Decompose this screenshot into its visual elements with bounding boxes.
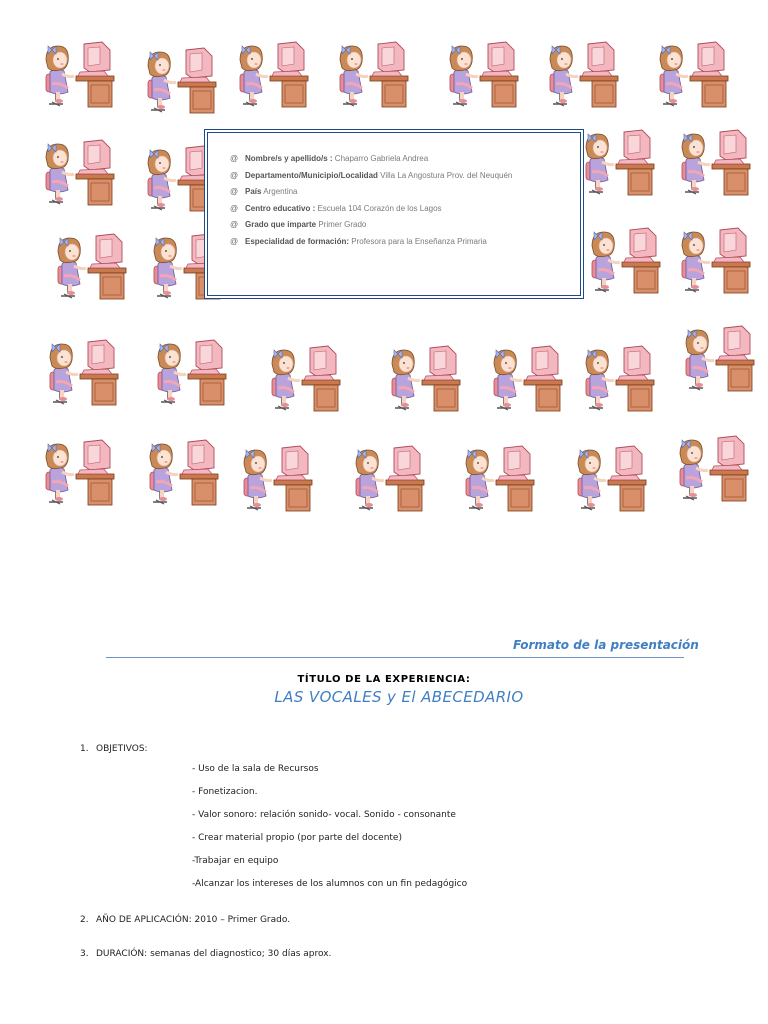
at-bullet-icon: @ — [230, 154, 239, 163]
divider — [106, 657, 684, 658]
clipart-girl-computer — [52, 232, 128, 302]
objective-item: - Uso de la sala de Recursos — [192, 764, 319, 774]
duration: 3. DURACIÓN: semanas del diagnostico; 30 días aprox. — [80, 949, 332, 959]
info-row-location: @ Departamento/Municipio/Localidad Villa La Angostura Prov. del Neuquén — [230, 168, 580, 185]
clipart-girl-computer — [580, 344, 656, 414]
author-info-box — [204, 129, 584, 299]
at-bullet-icon: @ — [230, 187, 239, 197]
objective-item: - Fonetizacion. — [192, 787, 258, 797]
at-bullet-icon: @ — [230, 203, 239, 213]
info-row-country: @ País Argentina — [230, 184, 580, 201]
clipart-girl-computer — [654, 40, 730, 110]
info-row-specialty: @ Especialidad de formación: Profesora para la Enseñanza Primaria — [230, 234, 580, 251]
objective-item: -Trabajar en equipo — [192, 856, 279, 866]
clipart-girl-computer — [350, 444, 426, 514]
clipart-girl-computer — [44, 338, 120, 408]
at-bullet-icon: @ — [230, 220, 239, 230]
clipart-girl-computer — [40, 40, 116, 110]
clipart-girl-computer — [544, 40, 620, 110]
clipart-girl-computer — [144, 438, 220, 508]
clipart-girl-computer — [676, 128, 752, 198]
info-row-grade: @ Grado que imparte Primer Grado — [230, 217, 580, 234]
clipart-girl-computer — [234, 40, 310, 110]
clipart-girl-computer — [40, 438, 116, 508]
clipart-girl-computer — [580, 128, 656, 198]
objectives-heading: 1. OBJETIVOS: — [80, 744, 148, 754]
clipart-girl-computer — [674, 434, 750, 504]
clipart-girl-computer — [334, 40, 410, 110]
at-bullet-icon: @ — [230, 170, 239, 180]
clipart-girl-computer — [676, 226, 752, 296]
clipart-girl-computer — [40, 138, 116, 208]
clipart-girl-computer — [238, 444, 314, 514]
clipart-girl-computer — [152, 338, 228, 408]
clipart-girl-computer — [142, 46, 218, 116]
clipart-girl-computer — [444, 40, 520, 110]
clipart-girl-computer — [586, 226, 662, 296]
objective-item: -Alcanzar los intereses de los alumnos con un fin pedagógico — [192, 879, 468, 889]
clipart-girl-computer — [386, 344, 462, 414]
experience-title: LAS VOCALES y El ABECEDARIO — [274, 688, 524, 706]
format-heading: Formato de la presentación — [513, 638, 699, 652]
objective-item: - Crear material propio (por parte del docente) — [192, 833, 402, 843]
info-row-name: @ Nombre/s y apellido/s : Chaparro Gabriela Andrea — [230, 151, 580, 168]
clipart-girl-computer — [460, 444, 536, 514]
clipart-girl-computer — [680, 324, 756, 394]
experience-label: TÍTULO DE LA EXPERIENCIA: — [297, 674, 471, 685]
at-bullet-icon: @ — [230, 236, 239, 246]
clipart-girl-computer — [266, 344, 342, 414]
clipart-girl-computer — [572, 444, 648, 514]
clipart-girl-computer — [488, 344, 564, 414]
application-year: 2. AÑO DE APLICACIÓN: 2010 – Primer Grado. — [80, 915, 291, 925]
info-row-school: @ Centro educativo : Escuela 104 Corazón de los Lagos — [230, 201, 580, 218]
objective-item: - Valor sonoro: relación sonido- vocal. Sonido - consonante — [192, 810, 456, 820]
